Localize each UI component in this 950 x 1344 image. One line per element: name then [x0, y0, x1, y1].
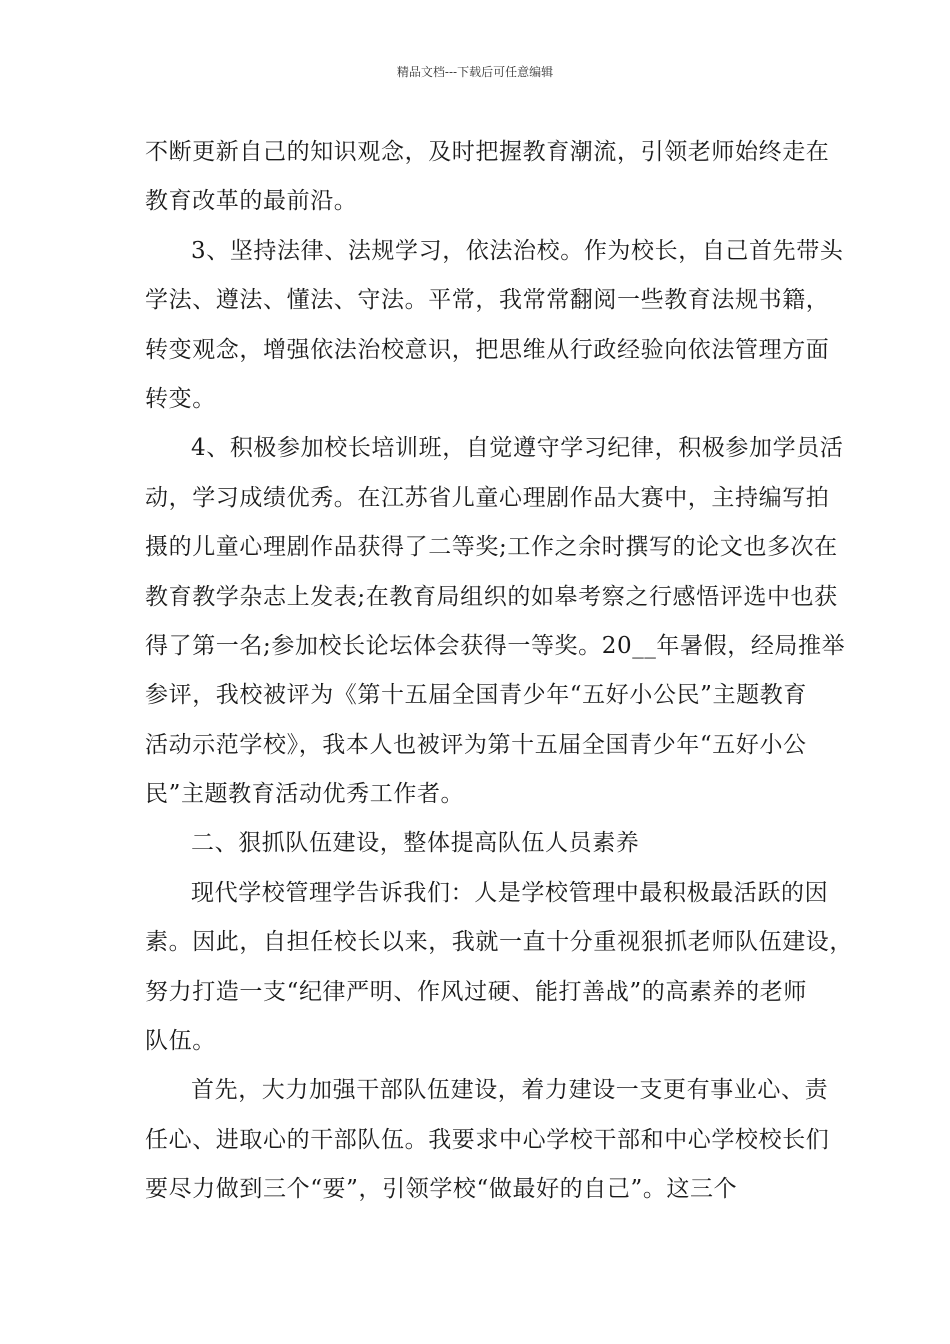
text-line: 动，学习成绩优秀。在江苏省儿童心理剧作品大赛中，主持编写拍: [145, 484, 830, 511]
text-line: 活动示范学校》，我本人也被评为第十五届全国青少年“五好小公: [145, 731, 807, 758]
text-line: 首先，大力加强干部队伍建设，着力建设一支更有事业心、责: [191, 1077, 829, 1104]
paragraph-2: [145, 227, 844, 425]
text-line: 不断更新自己的知识观念，及时把握教育潮流，引领老师始终走在: [145, 139, 830, 165]
text-line: 学法、遵法、懂法、守法。平常，我常常翻阅一些教育法规书籍，: [145, 287, 830, 314]
text-line: 摄的儿童心理剧作品获得了二等奖;工作之余时撰写的论文也多次在: [145, 534, 838, 561]
paragraph-4: [145, 869, 853, 1067]
section-heading: [145, 819, 807, 868]
text-line: 要尽力做到三个“要”，引领学校“做最好的自己”。这三个: [145, 1176, 738, 1203]
text-line: 教育改革的最前沿。: [145, 188, 358, 215]
text-line: 3、坚持法律、法规学习，依法治校。作为校长，自己首先带头: [191, 237, 844, 264]
text-line: 4、积极参加校长培训班，自觉遵守学习纪律，积极参加学员活: [191, 435, 844, 462]
page-header: 精品文档---下载后可任意编辑: [396, 65, 554, 79]
text-line: 教育教学杂志上发表;在教育局组织的如皋考察之行感悟评选中也获: [145, 583, 838, 610]
text-line: 队伍。: [145, 1028, 216, 1055]
text-line: 民”主题教育活动优秀工作者。: [145, 781, 465, 808]
text-line: 得了第一名;参加校长论坛体会获得一等奖。20__年暑假，经局推举: [145, 632, 846, 659]
text-line: 现代学校管理学告诉我们：人是学校管理中最积极最活跃的因: [191, 879, 829, 906]
text-line: 素。因此，自担任校长以来，我就一直十分重视狠抓老师队伍建设，: [145, 929, 853, 956]
paragraph-3: [145, 424, 846, 819]
paragraph-1: [145, 128, 830, 227]
section-heading-text: 二、狠抓队伍建设，整体提高队伍人员素养: [191, 830, 640, 857]
text-line: 转变观念，增强依法治校意识，把思维从行政经验向依法管理方面: [145, 336, 830, 363]
document-body: [145, 128, 853, 1215]
text-line: 任心、进取心的干部队伍。我要求中心学校干部和中心学校校长们: [145, 1126, 830, 1153]
text-line: 转变。: [145, 385, 216, 412]
paragraph-5: [145, 1066, 830, 1214]
text-line: 参评，我校被评为《第十五届全国青少年“五好小公民”主题教育: [145, 682, 807, 709]
text-line: 努力打造一支“纪律严明、作风过硬、能打善战”的高素养的老师: [145, 978, 807, 1005]
